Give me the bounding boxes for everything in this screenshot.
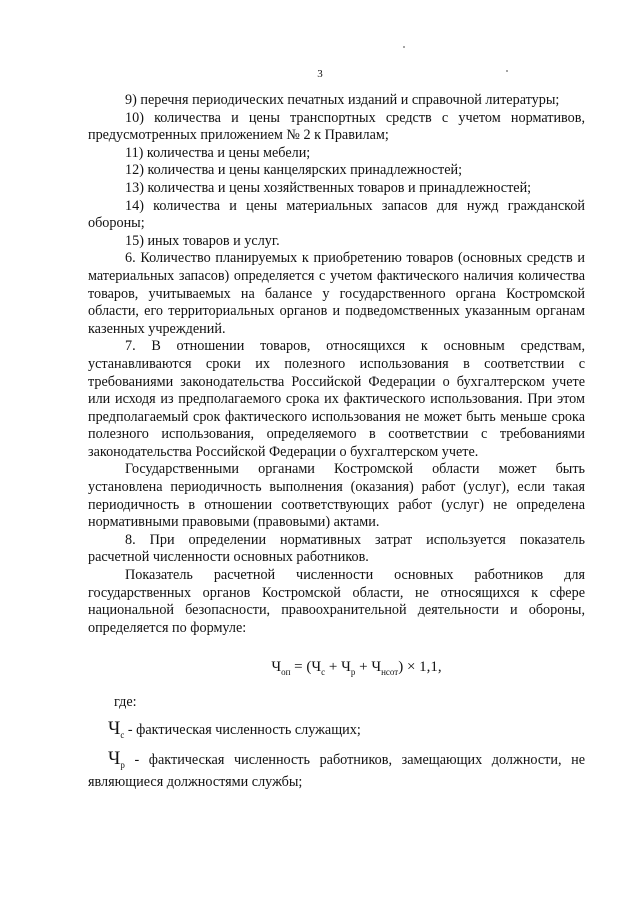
scan-speck [506,70,508,72]
list-item-9: 9) перечня периодических печатных изданий и справочной литературы; [125,92,560,108]
definition-symbol: Ч [108,717,121,739]
clause-8-continuation: Показатель расчетной численности основных работников для государственных органов Костромской области, не относящихся к сфере национальной безопасности, правоохранительной деятельности и обороны, определяется по формуле: [88,567,585,636]
formula-term-2: Ч [341,659,351,676]
list-item-11: 11) количества и цены мебели; [125,144,311,161]
clause-6: 6. Количество планируемых к приобретению товаров (основных средств и материальных запасов) определяется с учетом фактического наличия количества товаров, учитываемых на балансе у государственного органа Костромской области, его территориальных органов и подведомственных указанным органам казенных учреждений. [88,250,585,337]
formula [88,659,585,682]
definition-chs [88,717,585,744]
definition-chr [88,750,585,792]
definition-symbol-sub: р [120,759,125,770]
list-item-10: 10) количества и цены транспортных средств с учетом нормативов, предусмотренных приложением № 2 к Правилам; [88,109,585,144]
formula-plus-2: + [355,659,372,676]
formula-plus-1: + [325,659,342,676]
list-item-13: 13) количества и цены хозяйственных товаров и принадлежностей; [125,179,532,196]
formula-lhs: Ч [271,659,282,676]
definition-symbol: Ч [108,748,121,770]
clause-7: 7. В отношении товаров, относящихся к основным средствам, устанавливаются сроки их полезного использования в соответствии с требованиями законодательства Российской Федерации о бухгалтерском учете или исходя из предполагаемого срока их фактического использования. При этом предполагаемый срок фактического использования не может быть меньше срока полезного использования, определяемого в соответствии с требованиями законодательства Российской Федерации о бухгалтерском учете. [88,338,585,460]
formula-equals: = ( [290,659,312,676]
formula-term-3: Ч [371,659,382,676]
formula-tail: ) × 1,1, [398,659,442,676]
scan-speck [403,46,405,48]
definition-symbol-sub: с [120,729,125,740]
document-body [88,92,585,792]
list-item-12: 12) количества и цены канцелярских принадлежностей; [125,162,463,179]
definition-text: - фактическая численность служащих; [124,721,361,738]
formula-term-3-sub: нсот [381,667,399,678]
formula-lhs-sub: оп [281,667,291,678]
clause-8: 8. При определении нормативных затрат используется показатель расчетной численности основных работников. [88,531,585,566]
clause-7-continuation: Государственными органами Костромской области может быть установлена периодичность выполнения (оказания) работ (услуг), если такая периодичность в отношении соответствующих работ (услуг) не определена нормативными правовыми (правовыми) актами. [88,461,585,531]
where-label: где: [114,694,137,710]
page-number: 3 [317,68,323,80]
list-item-15: 15) иных товаров и услуг. [125,232,280,249]
list-item-14: 14) количества и цены материальных запасов для нужд гражданской обороны; [88,197,585,232]
formula-term-2-sub: р [350,667,356,678]
formula-term-1-sub: с [321,667,326,678]
formula-term-1: Ч [311,659,322,676]
definition-text: - фактическая численность работников, замещающих должности, не являющиеся должностями службы; [88,752,585,791]
